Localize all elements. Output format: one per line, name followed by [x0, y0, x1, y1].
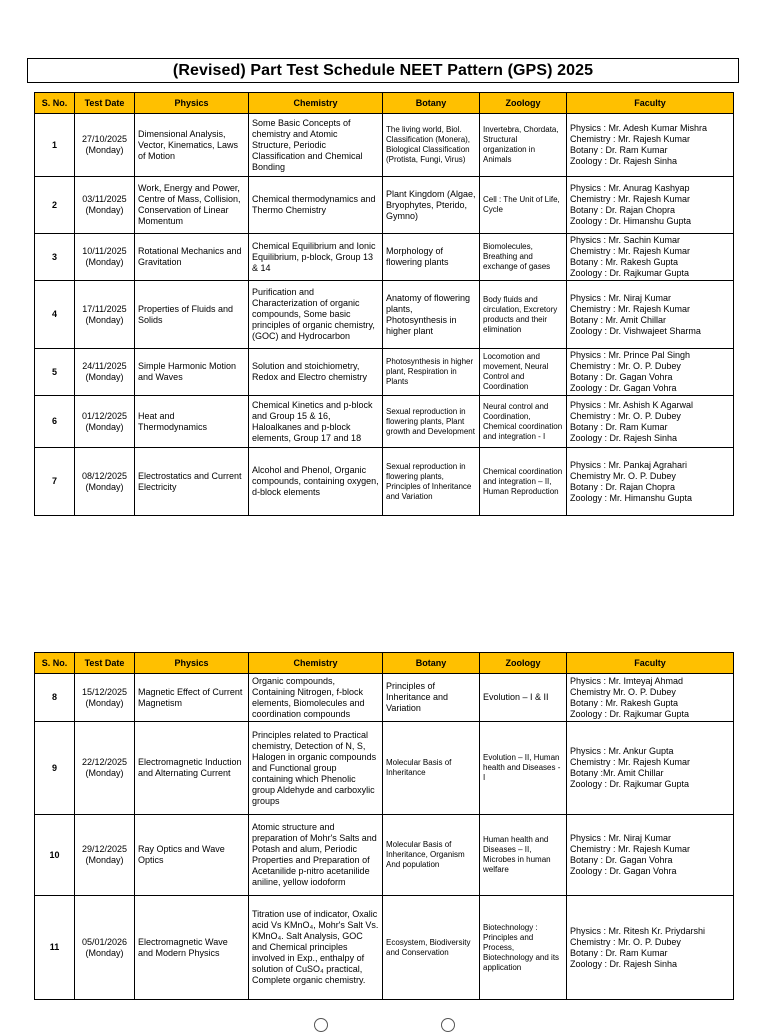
test-date-cell: 08/12/2025 (Monday)	[75, 448, 135, 516]
faculty-cell: Physics : Mr. Pankaj Agrahari Chemistry Mr. O. P. Dubey Botany : Dr. Rajan Chopra Zoology : Mr. Himanshu Gupta	[567, 448, 734, 516]
chemistry-cell: Principles related to Practical chemistry, Detection of N, S, Halogen in organic compounds and Functional group containing which Phenolic group Aldehyde and carboxylic groups	[249, 722, 383, 815]
faculty-cell: Physics : Mr. Niraj Kumar Chemistry : Mr. Rajesh Kumar Botany : Dr. Gagan Vohra Zoology : Dr. Gagan Vohra	[567, 815, 734, 896]
test-date-cell: 05/01/2026 (Monday)	[75, 896, 135, 1000]
header-physics: Physics	[135, 93, 249, 114]
botany-cell: Anatomy of flowering plants, Photosynthesis in higher plant	[383, 281, 480, 349]
zoology-cell: Biomolecules, Breathing and exchange of gases	[480, 234, 567, 281]
botany-cell: The living world, Biol. Classification (Monera), Biological Classification (Protista, Fungi, Virus)	[383, 114, 480, 177]
chemistry-cell: Chemical thermodynamics and Thermo Chemistry	[249, 177, 383, 234]
chemistry-cell: Titration use of indicator, Oxalic acid Vs KMnO₄, Mohr's Salt Vs. KMnO₄. Salt Analysis, GOC and Chemical principles involved in Exp., enthalpy of solution of CuSO₄ practical, Complete organic chemistry.	[249, 896, 383, 1000]
faculty-cell: Physics : Mr. Ankur Gupta Chemistry : Mr. Rajesh Kumar Botany :Mr. Amit Chillar Zoology : Dr. Rajkumar Gupta	[567, 722, 734, 815]
botany-cell: Principles of Inheritance and Variation	[383, 674, 480, 722]
faculty-cell: Physics : Mr. Ashish K Agarwal Chemistry : Mr. O. P. Dubey Botany : Dr. Ram Kumar Zoology : Dr. Rajesh Sinha	[567, 396, 734, 448]
header-zoology: Zoology	[480, 653, 567, 674]
botany-cell: Plant Kingdom (Algae, Bryophytes, Pterido, Gymno)	[383, 177, 480, 234]
chemistry-cell: Purification and Characterization of organic compounds, Some basic principles of organic chemistry, (GOC) and Hydrocarbon	[249, 281, 383, 349]
test-date-cell: 15/12/2025 (Monday)	[75, 674, 135, 722]
table-row	[35, 448, 734, 516]
physics-cell: Properties of Fluids and Solids	[135, 281, 249, 349]
header-chemistry: Chemistry	[249, 93, 383, 114]
zoology-cell: Neural control and Coordination, Chemical coordination and integration - I	[480, 396, 567, 448]
header-sno: S. No.	[35, 93, 75, 114]
page-footer-circle-right	[441, 1018, 455, 1032]
botany-cell: Sexual reproduction in flowering plants, Plant growth and Development	[383, 396, 480, 448]
sno-cell: 6	[35, 396, 75, 448]
botany-cell: Molecular Basis of Inheritance	[383, 722, 480, 815]
botany-cell: Morphology of flowering plants	[383, 234, 480, 281]
chemistry-cell: Chemical Equilibrium and Ionic Equilibrium, p-block, Group 13 & 14	[249, 234, 383, 281]
zoology-cell: Biotechnology : Principles and Process, Biotechnology and its application	[480, 896, 567, 1000]
physics-cell: Electrostatics and Current Electricity	[135, 448, 249, 516]
physics-cell: Dimensional Analysis, Vector, Kinematics, Laws of Motion	[135, 114, 249, 177]
botany-cell: Ecosystem, Biodiversity and Conservation	[383, 896, 480, 1000]
botany-cell: Molecular Basis of Inheritance, Organism And population	[383, 815, 480, 896]
sno-cell: 3	[35, 234, 75, 281]
faculty-cell: Physics : Mr. Niraj Kumar Chemistry : Mr. Rajesh Kumar Botany : Mr. Amit Chillar Zoology : Dr. Vishwajeet Sharma	[567, 281, 734, 349]
test-date-cell: 03/11/2025 (Monday)	[75, 177, 135, 234]
zoology-cell: Chemical coordination and integration – II, Human Reproduction	[480, 448, 567, 516]
test-date-cell: 17/11/2025 (Monday)	[75, 281, 135, 349]
zoology-cell: Body fluids and circulation, Excretory products and their elimination	[480, 281, 567, 349]
test-date-cell: 01/12/2025 (Monday)	[75, 396, 135, 448]
header-row	[35, 93, 734, 114]
schedule-table-1	[34, 92, 734, 516]
physics-cell: Electromagnetic Induction and Alternating Current	[135, 722, 249, 815]
test-date-cell: 10/11/2025 (Monday)	[75, 234, 135, 281]
zoology-cell: Cell : The Unit of Life, Cycle	[480, 177, 567, 234]
table-row	[35, 177, 734, 234]
zoology-cell: Locomotion and movement, Neural Control and Coordination	[480, 349, 567, 396]
sno-cell: 9	[35, 722, 75, 815]
physics-cell: Heat and Thermodynamics	[135, 396, 249, 448]
sno-cell: 10	[35, 815, 75, 896]
faculty-cell: Physics : Mr. Adesh Kumar Mishra Chemistry : Mr. Rajesh Kumar Botany : Dr. Ram Kumar Zoology : Dr. Rajesh Sinha	[567, 114, 734, 177]
test-date-cell: 24/11/2025 (Monday)	[75, 349, 135, 396]
zoology-cell: Evolution – I & II	[480, 674, 567, 722]
header-sno: S. No.	[35, 653, 75, 674]
physics-cell: Simple Harmonic Motion and Waves	[135, 349, 249, 396]
chemistry-cell: Atomic structure and preparation of Mohr's Salts and Potash and alum, Periodic Properties and Preparation of Acetanilide p-nitro acetanilide aniline, yellow iodoform	[249, 815, 383, 896]
botany-cell: Sexual reproduction in flowering plants, Principles of Inheritance and Variation	[383, 448, 480, 516]
physics-cell: Rotational Mechanics and Gravitation	[135, 234, 249, 281]
table-row	[35, 674, 734, 722]
table-row	[35, 396, 734, 448]
faculty-cell: Physics : Mr. Prince Pal Singh Chemistry : Mr. O. P. Dubey Botany : Dr. Gagan Vohra Zoology : Dr. Gagan Vohra	[567, 349, 734, 396]
header-test-date: Test Date	[75, 653, 135, 674]
header-test-date: Test Date	[75, 93, 135, 114]
zoology-cell: Evolution – II, Human health and Diseases - I	[480, 722, 567, 815]
physics-cell: Ray Optics and Wave Optics	[135, 815, 249, 896]
table-row	[35, 234, 734, 281]
header-zoology: Zoology	[480, 93, 567, 114]
test-date-cell: 27/10/2025 (Monday)	[75, 114, 135, 177]
table-row	[35, 281, 734, 349]
chemistry-cell: Organic compounds, Containing Nitrogen, f-block elements, Biomolecules and coordination compounds	[249, 674, 383, 722]
page-title: (Revised) Part Test Schedule NEET Pattern (GPS) 2025	[27, 58, 739, 83]
sno-cell: 2	[35, 177, 75, 234]
table-row	[35, 349, 734, 396]
header-faculty: Faculty	[567, 653, 734, 674]
physics-cell: Work, Energy and Power, Centre of Mass, Collision, Conservation of Linear Momentum	[135, 177, 249, 234]
sno-cell: 5	[35, 349, 75, 396]
botany-cell: Photosynthesis in higher plant, Respiration in Plants	[383, 349, 480, 396]
header-row	[35, 653, 734, 674]
header-physics: Physics	[135, 653, 249, 674]
header-faculty: Faculty	[567, 93, 734, 114]
page-footer-circle-left	[314, 1018, 328, 1032]
chemistry-cell: Solution and stoichiometry, Redox and Electro chemistry	[249, 349, 383, 396]
faculty-cell: Physics : Mr. Sachin Kumar Chemistry : Mr. Rajesh Kumar Botany : Mr. Rakesh Gupta Zoology : Dr. Rajkumar Gupta	[567, 234, 734, 281]
zoology-cell: Human health and Diseases – II, Microbes in human welfare	[480, 815, 567, 896]
header-botany: Botany	[383, 93, 480, 114]
chemistry-cell: Alcohol and Phenol, Organic compounds, containing oxygen, d-block elements	[249, 448, 383, 516]
table-row	[35, 896, 734, 1000]
header-botany: Botany	[383, 653, 480, 674]
physics-cell: Electromagnetic Wave and Modern Physics	[135, 896, 249, 1000]
table-row	[35, 815, 734, 896]
header-chemistry: Chemistry	[249, 653, 383, 674]
sno-cell: 1	[35, 114, 75, 177]
sno-cell: 11	[35, 896, 75, 1000]
test-date-cell: 29/12/2025 (Monday)	[75, 815, 135, 896]
schedule-table-2	[34, 652, 734, 1000]
faculty-cell: Physics : Mr. Ritesh Kr. Priydarshi Chemistry : Mr. O. P. Dubey Botany : Dr. Ram Kumar Zoology : Dr. Rajesh Sinha	[567, 896, 734, 1000]
sno-cell: 4	[35, 281, 75, 349]
chemistry-cell: Some Basic Concepts of chemistry and Atomic Structure, Periodic Classification and Chemical Bonding	[249, 114, 383, 177]
zoology-cell: Invertebra, Chordata, Structural organization in Animals	[480, 114, 567, 177]
faculty-cell: Physics : Mr. Imteyaj Ahmad Chemistry Mr. O. P. Dubey Botany : Mr. Rakesh Gupta Zoology : Dr. Rajkumar Gupta	[567, 674, 734, 722]
chemistry-cell: Chemical Kinetics and p-block and Group 15 & 16, Haloalkanes and p-block elements, Group 17 and 18	[249, 396, 383, 448]
sno-cell: 7	[35, 448, 75, 516]
test-date-cell: 22/12/2025 (Monday)	[75, 722, 135, 815]
sno-cell: 8	[35, 674, 75, 722]
physics-cell: Magnetic Effect of Current Magnetism	[135, 674, 249, 722]
faculty-cell: Physics : Mr. Anurag Kashyap Chemistry : Mr. Rajesh Kumar Botany : Dr. Rajan Chopra Zoology : Dr. Himanshu Gupta	[567, 177, 734, 234]
table-row	[35, 722, 734, 815]
table-row	[35, 114, 734, 177]
